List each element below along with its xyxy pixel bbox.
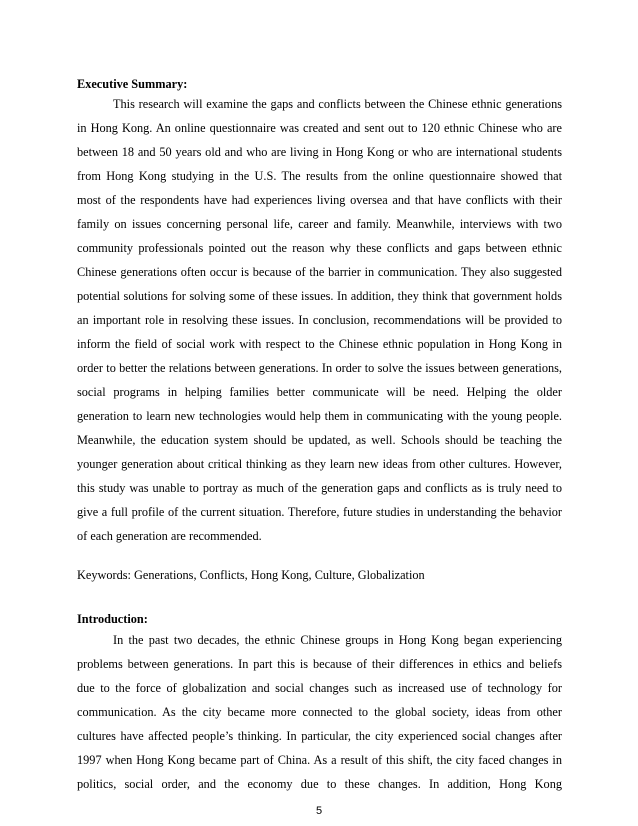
executive-summary-line: of each generation are recommended. [77, 529, 262, 543]
introduction-line: cultures have affected people’s thinking. In particular, the city experienced social changes after [77, 729, 562, 743]
executive-summary-line: This research will examine the gaps and conflicts between the Chinese ethnic generations [113, 97, 562, 111]
executive-summary-line: from Hong Kong studying in the U.S. The results from the online questionnaire showed that [77, 169, 562, 183]
introduction-line: politics, social order, and the economy due to these changes. In addition, Hong Kong [77, 777, 562, 791]
keywords-line: Keywords: Generations, Conflicts, Hong Kong, Culture, Globalization [77, 568, 425, 582]
executive-summary-line: in Hong Kong. An online questionnaire was created and sent out to 120 ethnic Chinese who are [77, 121, 562, 135]
executive-summary-line: family on issues concerning personal life, career and family. Meanwhile, interviews with two [77, 217, 562, 231]
executive-summary-line: Meanwhile, the education system should be updated, as well. Schools should be teaching the [77, 433, 562, 447]
executive-summary-line: order to better the relations between generations. In order to solve the issues between generations, [77, 361, 562, 375]
executive-summary-line: this study was unable to portray as much of the generation gaps and conflicts as is truly need to [77, 481, 562, 495]
introduction-heading: Introduction: [77, 612, 148, 626]
executive-summary-line: potential solutions for solving some of these issues. In addition, they think that government holds [77, 289, 562, 303]
introduction-line: due to the force of globalization and social changes such as increased use of technology for [77, 681, 562, 695]
executive-summary-line: social programs in helping families better communicate will be need. Helping the older [77, 385, 562, 399]
introduction-line: In the past two decades, the ethnic Chinese groups in Hong Kong began experiencing [113, 633, 562, 647]
introduction-line: communication. As the city became more connected to the global society, ideas from other [77, 705, 562, 719]
executive-summary-line: community professionals pointed out the reason why these conflicts and gaps between ethnic [77, 241, 562, 255]
executive-summary-line: generation to learn new technologies would help them in communicating with the young people. [77, 409, 562, 423]
executive-summary-line: Chinese generations often occur is because of the barrier in communication. They also suggested [77, 265, 562, 279]
introduction-line: problems between generations. In part this is because of their differences in ethics and beliefs [77, 657, 562, 671]
executive-summary-line: most of the respondents have had experiences living oversea and that have conflicts with their [77, 193, 562, 207]
executive-summary-line: inform the field of social work with respect to the Chinese ethnic population in Hong Kong in [77, 337, 562, 351]
executive-summary-line: give a full profile of the current situation. Therefore, future studies in understanding the behavior [77, 505, 562, 519]
executive-summary-line: an important role in resolving these issues. In conclusion, recommendations will be provided to [77, 313, 562, 327]
introduction-line: 1997 when Hong Kong became part of China. As a result of this shift, the city faced changes in [77, 753, 562, 767]
executive-summary-heading: Executive Summary: [77, 77, 188, 91]
executive-summary-line: younger generation about critical thinking as they learn new ideas from other cultures. However, [77, 457, 562, 471]
executive-summary-line: between 18 and 50 years old and who are living in Hong Kong or who are international students [77, 145, 562, 159]
page-number: 5 [315, 805, 323, 817]
